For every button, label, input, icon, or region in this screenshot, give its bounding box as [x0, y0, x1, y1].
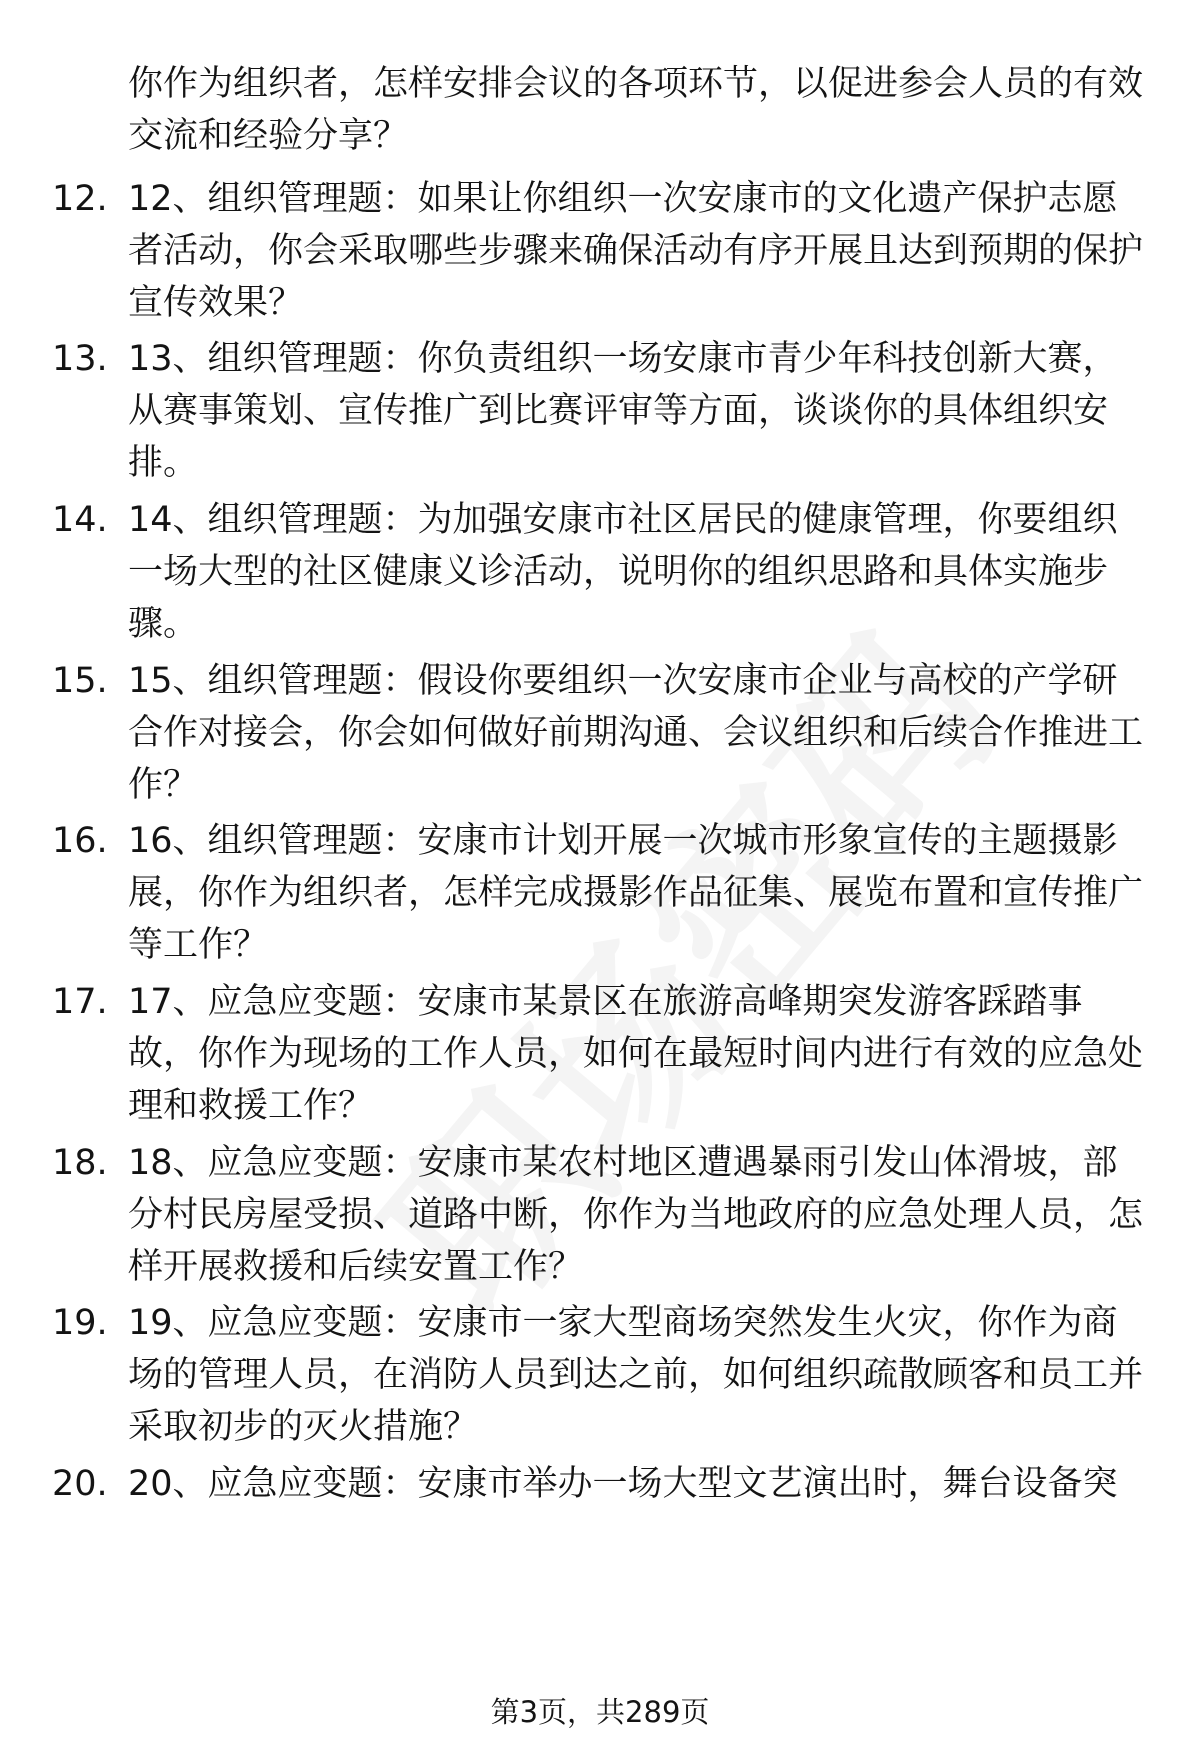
question-item	[52, 1137, 1148, 1293]
question-number: 16.	[52, 821, 108, 861]
question-number: 19.	[52, 1303, 108, 1343]
question-number: 20.	[52, 1464, 108, 1504]
question-number: 18.	[52, 1143, 108, 1183]
question-number: 12.	[52, 179, 108, 219]
continuation-paragraph: 你作为组织者，怎样安排会议的各项环节，以促进参会人员的有效交流和经验分享？	[128, 64, 1144, 156]
question-item	[52, 333, 1148, 489]
page-footer: 第3页，共289页	[490, 1695, 710, 1729]
question-text: 16、组织管理题：安康市计划开展一次城市形象宣传的主题摄影展，你作为组织者，怎样完成摄影作品征集、展览布置和宣传推广等工作？	[128, 821, 1144, 965]
question-text: 12、组织管理题：如果让你组织一次安康市的文化遗产保护志愿者活动，你会采取哪些步骤来确保活动有序开展且达到预期的保护宣传效果？	[128, 179, 1144, 323]
question-item	[52, 655, 1148, 811]
question-item	[52, 815, 1148, 971]
question-number: 13.	[52, 339, 108, 379]
question-item	[52, 173, 1148, 329]
question-item	[52, 1297, 1148, 1453]
question-item	[52, 494, 1148, 650]
question-item	[52, 1458, 1148, 1510]
question-number: 14.	[52, 500, 108, 540]
question-item	[52, 976, 1148, 1132]
question-text: 18、应急应变题：安康市某农村地区遭遇暴雨引发山体滑坡，部分村民房屋受损、道路中断，你作为当地政府的应急处理人员，怎样开展救援和后续安置工作？	[128, 1143, 1144, 1287]
question-text: 17、应急应变题：安康市某景区在旅游高峰期突发游客踩踏事故，你作为现场的工作人员，如何在最短时间内进行有效的应急处理和救援工作？	[128, 982, 1144, 1126]
question-text: 14、组织管理题：为加强安康市社区居民的健康管理，你要组织一场大型的社区健康义诊活动，说明你的组织思路和具体实施步骤。	[128, 500, 1118, 644]
question-text: 20、应急应变题：安康市举办一场大型文艺演出时，舞台设备突	[128, 1464, 1118, 1504]
question-text: 19、应急应变题：安康市一家大型商场突然发生火灾，你作为商场的管理人员，在消防人员到达之前，如何组织疏散顾客和员工并采取初步的灭火措施？	[128, 1303, 1144, 1447]
question-text: 13、组织管理题：你负责组织一场安康市青少年科技创新大赛，从赛事策划、宣传推广到比赛评审等方面，谈谈你的具体组织安排。	[128, 339, 1118, 483]
question-number: 17.	[52, 982, 108, 1022]
question-text: 15、组织管理题：假设你要组织一次安康市企业与高校的产学研合作对接会，你会如何做好前期沟通、会议组织和后续合作推进工作？	[128, 661, 1144, 805]
question-number: 15.	[52, 661, 108, 701]
